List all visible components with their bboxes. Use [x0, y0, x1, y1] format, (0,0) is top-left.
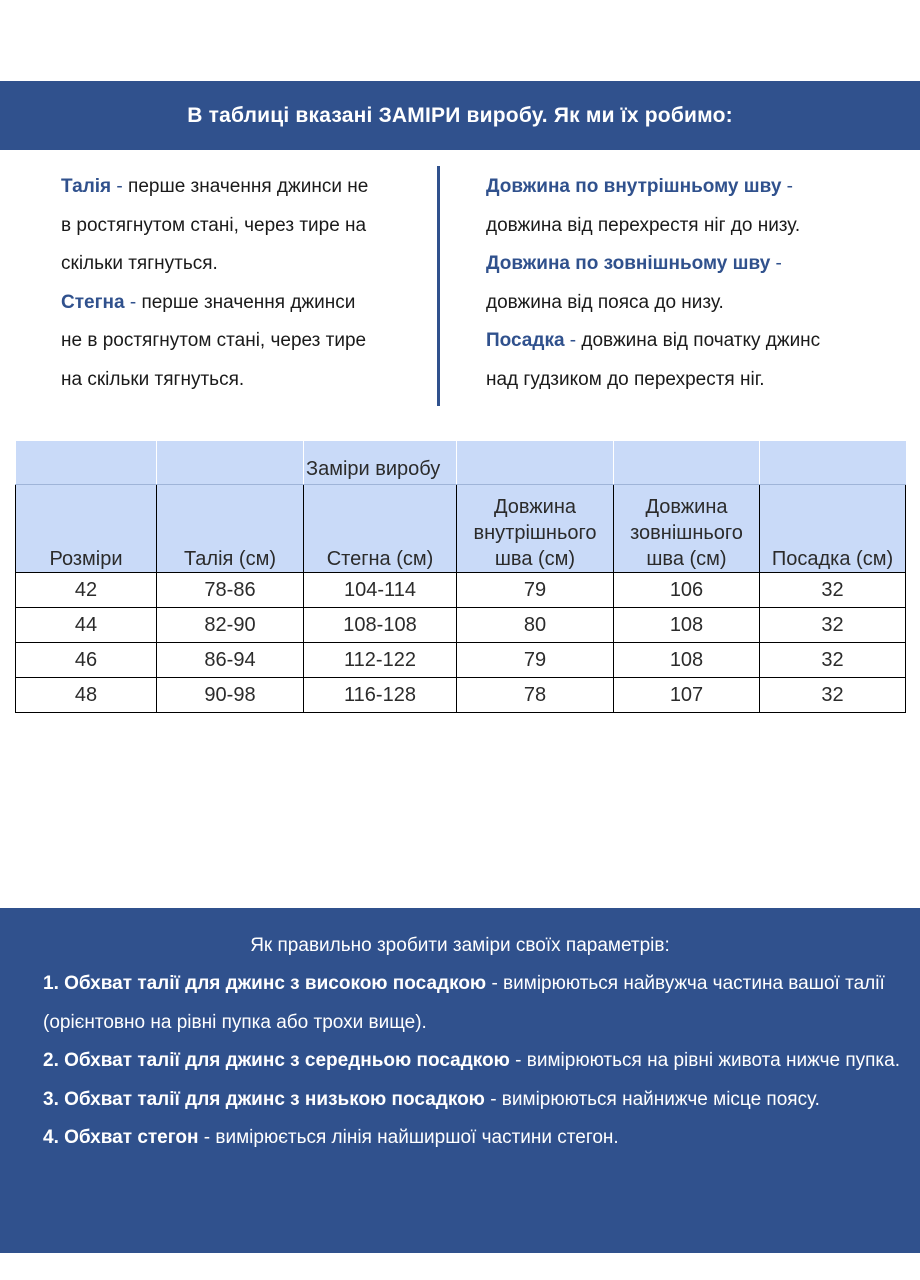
- column-header: Довжина внутрішнього шва (см): [457, 485, 614, 573]
- size-table: [15, 441, 906, 713]
- definition-inseam: Довжина по внутрішньому шву -: [486, 176, 793, 197]
- top-banner: [0, 81, 920, 150]
- definition-hips: Стегна - перше значення джинси: [61, 291, 356, 313]
- definitions-right: Довжина по внутрішньому шву - довжина від перехрестя ніг до низу. Довжина по зовнішньому шву - довжина від пояса до низу. Посадка - довжина від початку джинс над гудзиком до перехрестя ніг.: [486, 168, 906, 399]
- table-cell: 80: [457, 608, 614, 643]
- column-header: Розміри: [16, 485, 157, 573]
- table-cell: 79: [457, 573, 614, 608]
- table-row: [16, 573, 906, 608]
- table-cell: 82-90: [157, 608, 304, 643]
- definition-rise: Посадка - довжина від початку джинс: [486, 330, 821, 351]
- table-cell: 46: [16, 643, 157, 678]
- table-cell: 112-122: [304, 643, 457, 678]
- column-header: Талія (см): [157, 485, 304, 573]
- instructions-heading: Як правильно зробити заміри своїх параметрів:: [250, 935, 670, 956]
- table-cell: 32: [760, 643, 906, 678]
- table-cell: 107: [614, 678, 760, 713]
- table-row: [16, 678, 906, 713]
- table-cell: 32: [760, 573, 906, 608]
- instructions-list: [43, 965, 903, 1158]
- instruction-item: 4. Обхват стегон - вимірюється лінія найширшої частини стегон.: [43, 1127, 619, 1148]
- instruction-item: 2. Обхват талії для джинс з середньою посадкою - вимірюються на рівні живота нижче пупка.: [43, 1050, 900, 1071]
- table-cell: 108: [614, 643, 760, 678]
- column-header: Посадка (см): [760, 485, 906, 573]
- table-cell: 44: [16, 608, 157, 643]
- definition-outseam: Довжина по зовнішньому шву -: [486, 253, 782, 274]
- definitions-left: Талія - перше значення джинси не в ростягнутом стані, через тире на скільки тягнуться. Стегна - перше значення джинси не в ростягнутом стані, через тире на скільки тягнуться.: [61, 168, 421, 399]
- column-divider: [437, 166, 440, 406]
- instruction-item: 3. Обхват талії для джинс з низькою посадкою - вимірюються найнижче місце поясу.: [43, 1088, 820, 1110]
- table-cell: 79: [457, 643, 614, 678]
- table-header-row: [16, 485, 906, 573]
- column-header: Довжина зовнішнього шва (см): [614, 485, 760, 573]
- table-cell: 86-94: [157, 643, 304, 678]
- table-row: [16, 608, 906, 643]
- table-group-title: Заміри виробу: [304, 441, 457, 485]
- table-cell: 106: [614, 573, 760, 608]
- instructions-panel: [0, 908, 920, 1253]
- table-cell: 42: [16, 573, 157, 608]
- table-cell: 32: [760, 608, 906, 643]
- table-cell: 48: [16, 678, 157, 713]
- definition-waist: Талія - перше значення джинси не: [61, 176, 369, 197]
- table-cell: 108-108: [304, 608, 457, 643]
- table-cell: 78: [457, 678, 614, 713]
- table-group-row: [16, 441, 906, 485]
- table-cell: 108: [614, 608, 760, 643]
- table-cell: 32: [760, 678, 906, 713]
- column-header: Стегна (см): [304, 485, 457, 573]
- instruction-item: 1. Обхват талії для джинс з високою посадкою - вимірюються найвужча частина вашої талії (орієнтовно на рівні пупка або трохи вище).: [43, 973, 885, 1033]
- table-cell: 90-98: [157, 678, 304, 713]
- table-cell: 78-86: [157, 573, 304, 608]
- table-row: [16, 643, 906, 678]
- table-cell: 104-114: [304, 573, 457, 608]
- banner-title: В таблиці вказані ЗАМІРИ виробу. Як ми їх робимо:: [187, 103, 733, 127]
- table-cell: 116-128: [304, 678, 457, 713]
